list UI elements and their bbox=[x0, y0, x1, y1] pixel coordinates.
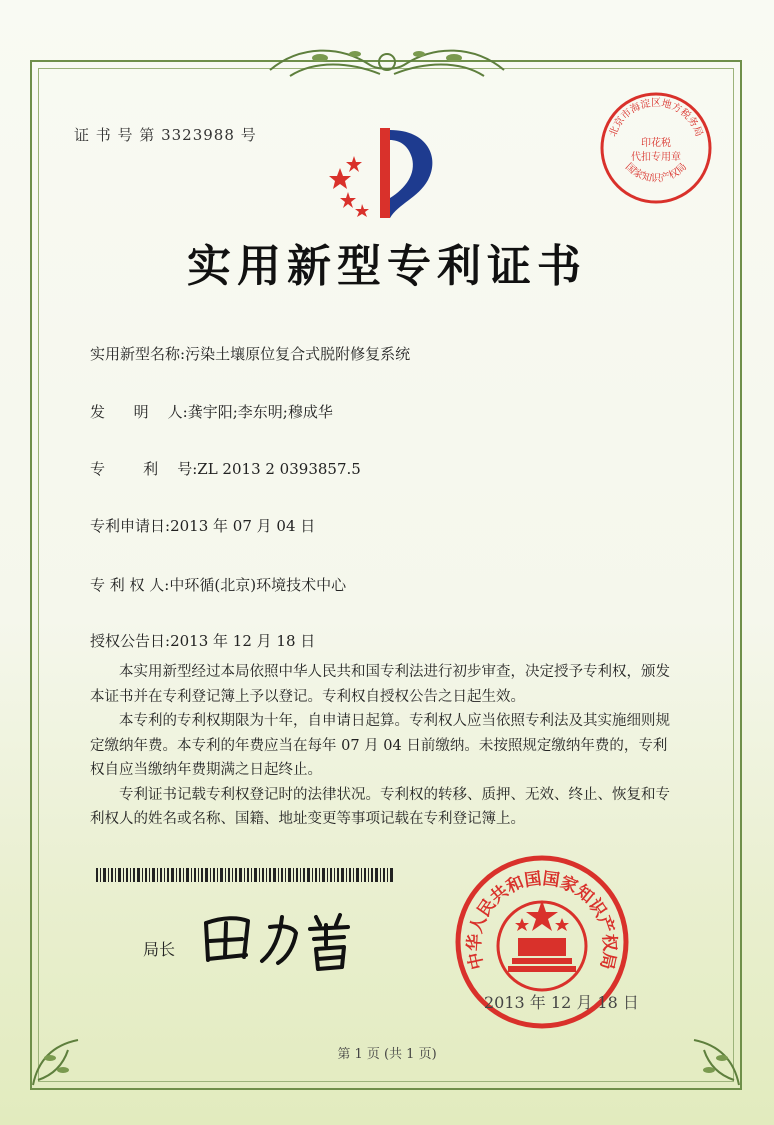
certificate-number bbox=[74, 124, 257, 145]
page-number: 第 1 页 (共 1 页) bbox=[337, 1047, 437, 1062]
field-label: 授权公告日: bbox=[90, 632, 171, 650]
field-value: 污染土壤原位复合式脱附修复系统 bbox=[185, 345, 411, 363]
field-label: 专 利 权 人: bbox=[90, 576, 170, 594]
seal-date: 2013 年 12 月 18 日 bbox=[484, 993, 639, 1012]
tax-bureau-stamp bbox=[596, 88, 716, 208]
field-label: 实用新型名称: bbox=[90, 345, 186, 363]
top-ornament bbox=[260, 40, 514, 86]
body-paragraph: 专利证书记载专利权登记时的法律状况。专利权的转移、质押、无效、终止、恢复和专利权人的姓名或名称、国籍、地址变更等事项记载在专利登记簿上。 bbox=[90, 786, 670, 827]
tax-stamp-inner-2: 代扣专用章 bbox=[631, 152, 681, 163]
certificate-body bbox=[90, 660, 670, 832]
certificate-title: 实用新型专利证书 bbox=[187, 241, 587, 292]
field-inventor bbox=[90, 401, 333, 422]
field-grant-date bbox=[90, 630, 315, 651]
field-patentee bbox=[90, 574, 346, 595]
field-value: 2013 年 12 月 18 日 bbox=[170, 632, 316, 650]
field-value: 2013 年 07 月 04 日 bbox=[170, 517, 316, 535]
field-utility-model-name bbox=[90, 343, 410, 364]
field-value: 中环循(北京)环境技术中心 bbox=[169, 576, 347, 594]
certificate-number-label: 证 书 号 第 bbox=[74, 126, 156, 144]
svg-text:国家知识产权局 bbox=[623, 161, 689, 185]
director-signature bbox=[198, 905, 373, 975]
barcode bbox=[96, 868, 396, 882]
field-value: 龚宇阳;李东明;穆成华 bbox=[187, 403, 333, 421]
field-patent-number bbox=[90, 458, 361, 479]
field-label: 发 明 人: bbox=[90, 403, 188, 421]
body-paragraph: 本实用新型经过本局依照中华人民共和国专利法进行初步审查，决定授予专利权，颁发本证书并在专利登记簿上予以登记。专利权自授权公告之日起生效。 bbox=[90, 664, 670, 705]
seal-text: 中华人民共和国国家知识产权局 bbox=[464, 868, 620, 972]
tax-stamp-bottom-text: 国家知识产权局 bbox=[622, 161, 690, 185]
field-label: 专 利 号: bbox=[90, 460, 198, 478]
tax-stamp-top-text: 北京市海淀区地方税务局 bbox=[607, 98, 705, 139]
svg-text:北京市海淀区地方税务局 bbox=[607, 96, 705, 138]
certificate-number-value: 3323988 bbox=[161, 126, 235, 144]
certificate-number-suffix: 号 bbox=[240, 126, 257, 144]
director-label: 局长 bbox=[143, 940, 176, 959]
tax-stamp-inner-1: 印花税 bbox=[641, 138, 671, 149]
field-value: ZL 2013 2 0393857.5 bbox=[197, 460, 361, 478]
field-application-date bbox=[90, 515, 315, 536]
body-paragraph: 本专利的专利权期限为十年，自申请日起算。专利权人应当依照专利法及其实施细则规定缴纳年费。本专利的年费应当在每年 07 月 04 日前缴纳。未按照规定缴纳年费的，专利权自应当缴纳年费期满之日起终止。 bbox=[90, 713, 670, 778]
patent-office-logo bbox=[318, 118, 448, 228]
field-label: 专利申请日: bbox=[90, 517, 171, 535]
